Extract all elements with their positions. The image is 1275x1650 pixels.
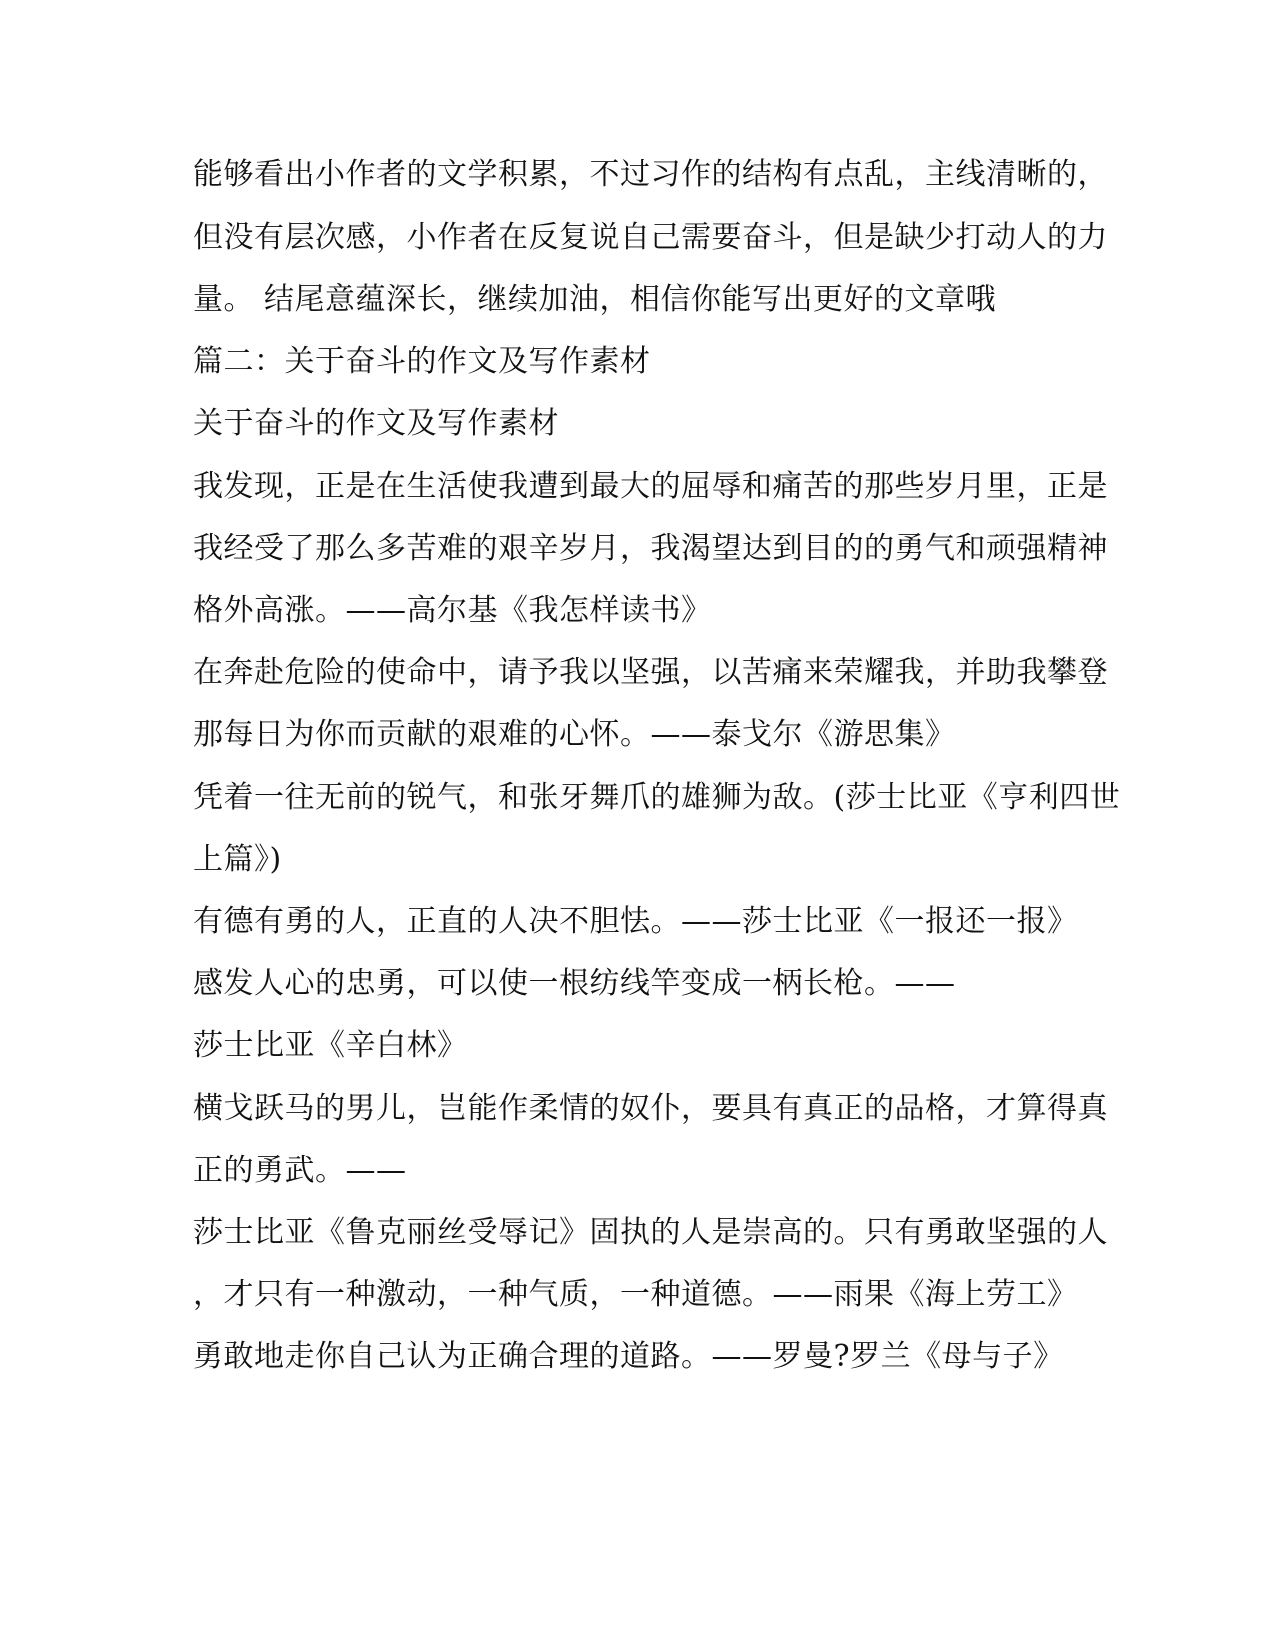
text-line: 那每日为你而贡献的艰难的心怀。——泰戈尔《游思集》 — [193, 717, 956, 752]
text-line: 勇敢地走你自己认为正确合理的道路。——罗曼?罗兰《母与子》 — [193, 1339, 1064, 1374]
text-line: 正的勇武。—— — [193, 1153, 407, 1188]
section-title: 关于奋斗的作文及写作素材 — [193, 406, 559, 441]
text-line: 凭着一往无前的锐气，和张牙舞爪的雄狮为敌。(莎士比亚《亨利四世 — [193, 780, 1121, 815]
text-line: 量。 结尾意蕴深长，继续加油，相信你能写出更好的文章哦 — [193, 282, 997, 317]
text-line: 横戈跃马的男儿，岂能作柔情的奴仆，要具有真正的品格，才算得真 — [193, 1091, 1108, 1126]
text-line: 上篇》) — [193, 842, 282, 877]
text-line: 莎士比亚《鲁克丽丝受辱记》固执的人是崇高的。只有勇敢坚强的人 — [193, 1215, 1108, 1250]
text-line: ，才只有一种激动，一种气质，一种道德。——雨果《海上劳工》 — [193, 1277, 1078, 1312]
text-line: 我经受了那么多苦难的艰辛岁月，我渴望达到目的的勇气和顽强精神 — [193, 531, 1108, 566]
text-line: 有德有勇的人，正直的人决不胆怯。——莎士比亚《一报还一报》 — [193, 904, 1078, 939]
text-line: 能够看出小作者的文学积累，不过习作的结构有点乱，主线清晰的， — [193, 157, 1108, 192]
text-line: 莎士比亚《辛白林》 — [193, 1028, 468, 1063]
section-heading: 篇二：关于奋斗的作文及写作素材 — [193, 344, 651, 379]
text-line: 感发人心的忠勇，可以使一根纺线竿变成一柄长枪。—— — [193, 966, 956, 1001]
text-line: 在奔赴危险的使命中，请予我以坚强，以苦痛来荣耀我，并助我攀登 — [193, 655, 1108, 690]
text-line: 格外高涨。——高尔基《我怎样读书》 — [193, 593, 712, 628]
text-line: 我发现，正是在生活使我遭到最大的屈辱和痛苦的那些岁月里，正是 — [193, 469, 1108, 504]
text-line: 但没有层次感，小作者在反复说自己需要奋斗，但是缺少打动人的力 — [193, 220, 1108, 255]
